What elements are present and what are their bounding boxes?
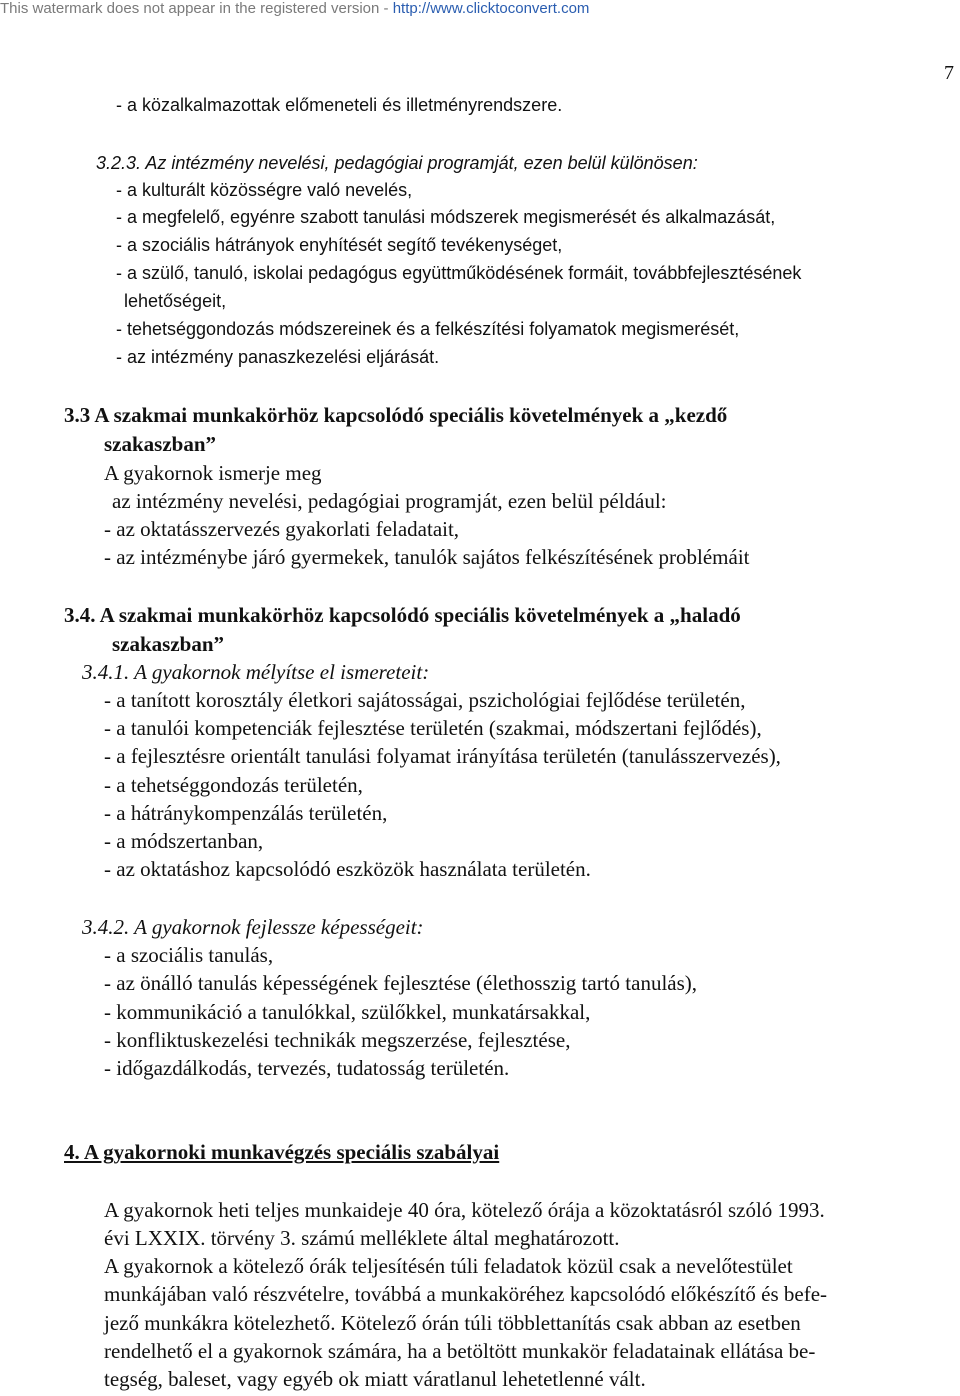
- section-342-heading: 3.4.2. A gyakornok fejlessze képességeit:: [82, 915, 424, 939]
- list-item: - időgazdálkodás, tervezés, tudatosság területén.: [104, 1056, 510, 1080]
- list-item: - az intézmény panaszkezelési eljárását.: [116, 347, 440, 367]
- watermark-link[interactable]: http://www.clicktoconvert.com: [392, 0, 590, 17]
- section-33-intro: A gyakornok ismerje meg: [104, 461, 322, 485]
- list-item: - az intézménybe járó gyermekek, tanulók sajátos felkészítésének problémáit: [104, 545, 750, 569]
- list-item: - a fejlesztésre orientált tanulási folyamat irányítása területén (tanulásszervezés),: [104, 744, 781, 768]
- page-number: 7: [944, 62, 954, 84]
- list-item: - a módszertanban,: [104, 829, 264, 853]
- section-4-heading: 4. A gyakornoki munkavégzés speciális szabályai: [64, 1140, 500, 1164]
- list-item: lehetőségeit,: [124, 291, 227, 311]
- list-item: - a szociális tanulás,: [104, 943, 274, 967]
- section-33-sub: az intézmény nevelési, pedagógiai programját, ezen belül például:: [112, 489, 667, 513]
- list-item: - tehetséggondozás módszereinek és a felkészítési folyamatok megismerését,: [116, 319, 740, 339]
- paragraph-line: A gyakornok heti teljes munkaideje 40 óra, kötelező órája a közoktatásról szóló 1993.: [104, 1198, 825, 1222]
- list-item: - a tanított korosztály életkori sajátosságai, pszichológiai fejlődése területén,: [104, 688, 746, 712]
- watermark-banner: [0, 0, 589, 18]
- list-item: - az önálló tanulás képességének fejlesztése (élethosszig tartó tanulás),: [104, 971, 698, 995]
- paragraph-line: munkájában való részvételre, továbbá a munkaköréhez kapcsolódó előkészítő és befe-: [104, 1282, 828, 1306]
- list-item: - az oktatáshoz kapcsolódó eszközök használata területén.: [104, 857, 591, 881]
- list-item: - a tanulói kompetenciák fejlesztése területén (szakmai, módszertani fejlődés),: [104, 716, 762, 740]
- section-34-heading-cont: szakaszban”: [112, 632, 225, 656]
- list-item: - a tehetséggondozás területén,: [104, 773, 363, 797]
- list-item: - az oktatásszervezés gyakorlati feladatait,: [104, 517, 460, 541]
- paragraph-line: A gyakornok a kötelező órák teljesítésén túli feladatok közül csak a nevelőtestület: [104, 1254, 793, 1278]
- watermark-text: This watermark does not appear in the registered version -: [0, 0, 393, 17]
- section-341-heading: 3.4.1. A gyakornok mélyítse el ismereteit:: [82, 660, 430, 684]
- paragraph-line: tegség, baleset, vagy egyéb ok miatt váratlanul lehetetlenné vált.: [104, 1367, 646, 1391]
- list-item: - a szülő, tanuló, iskolai pedagógus együttműködésének formáit, továbbfejlesztésének: [116, 263, 802, 283]
- list-item: - konfliktuskezelési technikák megszerzése, fejlesztése,: [104, 1028, 571, 1052]
- list-item: - a kulturált közösségre való nevelés,: [116, 180, 413, 200]
- section-323-heading: 3.2.3. Az intézmény nevelési, pedagógiai programját, ezen belül különösen:: [96, 153, 698, 173]
- list-item: - a közalkalmazottak előmeneteli és illetményrendszere.: [116, 95, 563, 115]
- section-34-heading: 3.4. A szakmai munkakörhöz kapcsolódó speciális követelmények a „haladó: [64, 603, 741, 627]
- list-item: - a megfelelő, egyénre szabott tanulási módszerek megismerését és alkalmazását,: [116, 207, 776, 227]
- section-33-heading-cont: szakaszban”: [104, 432, 217, 456]
- section-33-heading: 3.3 A szakmai munkakörhöz kapcsolódó speciális követelmények a „kezdő: [64, 403, 728, 427]
- list-item: - a hátránykompenzálás területén,: [104, 801, 388, 825]
- list-item: - a szociális hátrányok enyhítését segítő tevékenységet,: [116, 235, 563, 255]
- paragraph-line: jező munkákra kötelezhető. Kötelező órán túli többlettanítás csak abban az esetben: [104, 1311, 801, 1335]
- list-item: - kommunikáció a tanulókkal, szülőkkel, munkatársakkal,: [104, 1000, 591, 1024]
- paragraph-line: rendelhető el a gyakornok számára, ha a betöltött munkakör feladatainak ellátása be-: [104, 1339, 816, 1363]
- paragraph-line: évi LXXIX. törvény 3. számú melléklete által meghatározott.: [104, 1226, 620, 1250]
